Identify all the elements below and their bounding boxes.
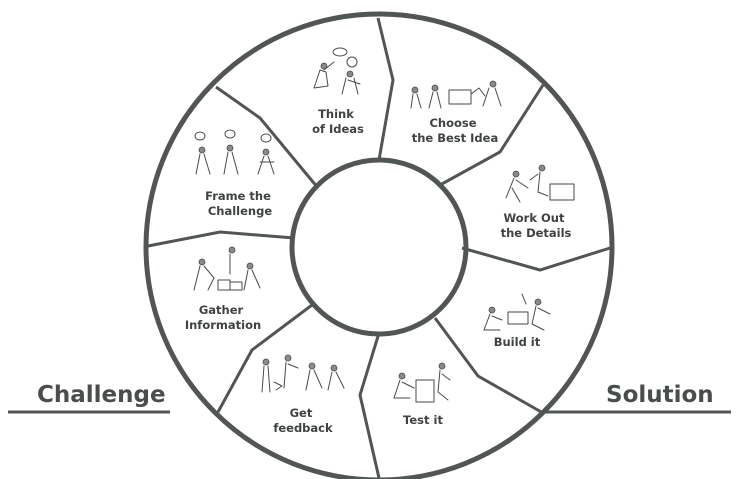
stage-label-build-it: Build it <box>493 335 541 349</box>
divider-think-choose <box>378 18 393 160</box>
stage-label-choose-the-best-idea: Choose the Best Idea <box>411 116 499 145</box>
people-gathering-icon <box>194 247 260 290</box>
people-testing-icon <box>394 363 450 402</box>
people-choosing-icon <box>411 81 501 108</box>
segment-dividers <box>148 18 610 478</box>
divider-details-build <box>462 248 610 270</box>
solution-label: Solution <box>606 382 714 408</box>
people-thinking-icon <box>314 48 360 94</box>
stage-label-get-feedback: Get feedback <box>273 406 333 435</box>
people-framing-icon <box>195 130 274 174</box>
divider-gather-frame <box>148 232 294 246</box>
people-working-icon <box>506 165 574 202</box>
stage-label-work-out-the-details: Work Out the Details <box>500 211 572 240</box>
stage-label-test-it: Test it <box>403 413 443 427</box>
challenge-label: Challenge <box>37 382 166 408</box>
stage-label-frame-the-challenge: Frame the Challenge <box>205 189 273 218</box>
divider-build-test <box>435 318 543 413</box>
outer-ring <box>146 14 612 479</box>
stage-label-think-of-ideas: Think of Ideas <box>312 107 364 136</box>
divider-test-feedback <box>360 333 379 478</box>
stage-label-gather-information: Gather Information <box>184 303 262 332</box>
people-building-icon <box>484 294 550 330</box>
people-feedback-icon <box>262 355 344 392</box>
